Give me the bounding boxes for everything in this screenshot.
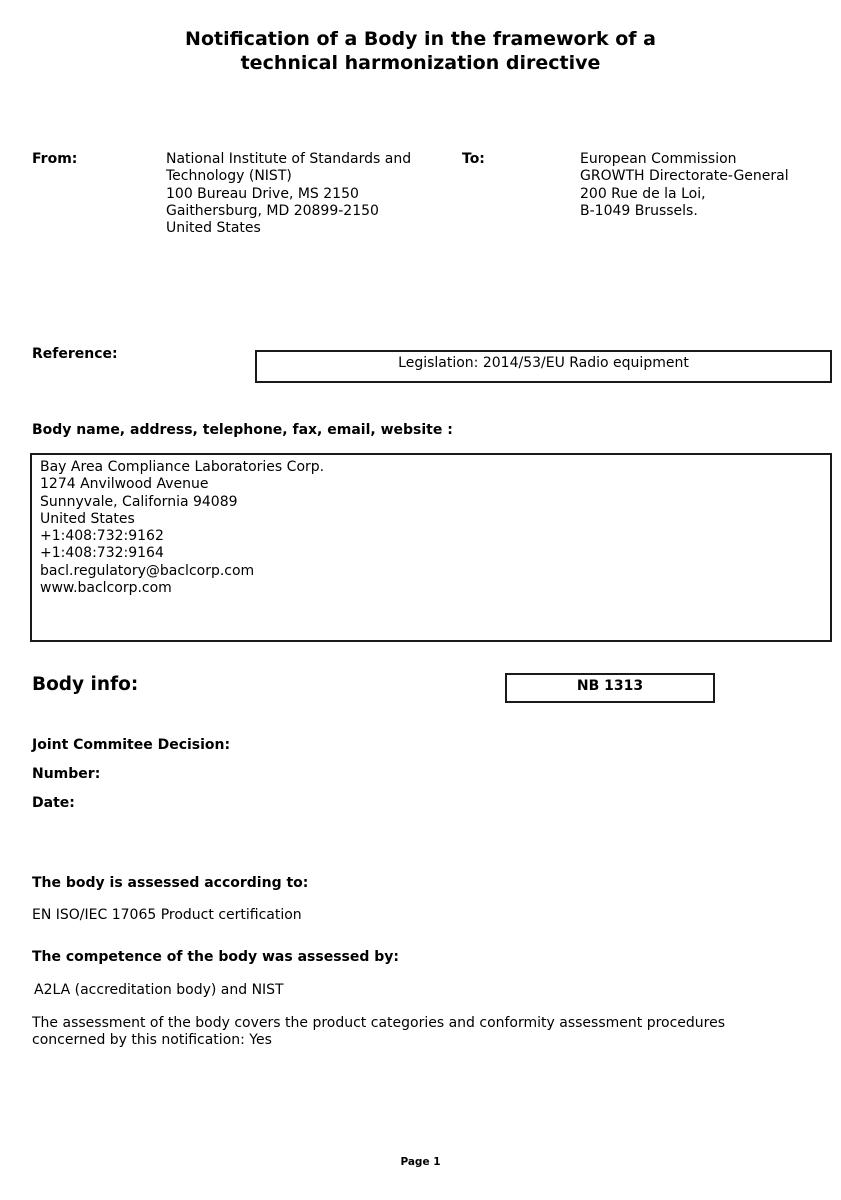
text-line: Bay Area Compliance Laboratories Corp. <box>40 459 325 475</box>
reference-value: Legislation: 2014/53/EU Radio equipment <box>398 355 689 371</box>
text-line: Sunnyvale, California 94089 <box>40 493 238 510</box>
text-line: www.baclcorp.com <box>40 580 172 597</box>
assessed-according-value: EN ISO/IEC 17065 Product certification <box>32 907 302 923</box>
text-line: +1:408:732:9162 <box>40 528 164 545</box>
body-details-box <box>30 453 832 642</box>
to-address <box>580 151 830 220</box>
text-line: National Institute of Standards and <box>166 151 412 167</box>
text-line: Technology (NIST) <box>166 168 292 185</box>
reference-label: Reference: <box>32 346 118 362</box>
competence-heading: The competence of the body was assessed by: <box>32 949 400 965</box>
page-title-line2: technical harmonization directive <box>240 52 601 74</box>
decision-date-label: Date: <box>32 795 75 811</box>
text-line: United States <box>40 510 135 527</box>
from-label: From: <box>32 151 78 167</box>
coverage-statement: The assessment of the body covers the product categories and conformity assessment procedures concerned by this notification: Yes <box>32 1015 726 1049</box>
body-details-heading: Body name, address, telephone, fax, email, website : <box>32 422 453 438</box>
text-line: bacl.regulatory@baclcorp.com <box>40 562 255 579</box>
text-line: B-1049 Brussels. <box>580 202 698 219</box>
page-number: Page 1 <box>400 1156 441 1168</box>
reference-value-box <box>255 350 832 383</box>
text-line: +1:408:732:9164 <box>40 545 164 562</box>
joint-committee-decision-label: Joint Commitee Decision: <box>32 737 231 753</box>
notified-body-number-box <box>505 673 715 703</box>
text-line: 200 Rue de la Loi, <box>580 185 706 202</box>
competence-value: A2LA (accreditation body) and NIST <box>34 982 284 998</box>
page-title-line1: Notification of a Body in the framework of a <box>185 28 656 50</box>
notified-body-number: NB 1313 <box>576 678 644 694</box>
text-line: 100 Bureau Drive, MS 2150 <box>166 185 359 202</box>
assessed-according-heading: The body is assessed according to: <box>32 875 309 891</box>
text-line: United States <box>166 220 261 237</box>
page-title <box>0 27 841 75</box>
to-label: To: <box>462 151 485 167</box>
body-info-label: Body info: <box>32 674 139 695</box>
text-line: Gaithersburg, MD 20899-2150 <box>166 202 379 219</box>
text-line: GROWTH Directorate-General <box>580 168 789 185</box>
decision-number-label: Number: <box>32 766 101 782</box>
text-line: 1274 Anvilwood Avenue <box>40 476 209 493</box>
text-line: European Commission <box>580 151 737 167</box>
from-address <box>166 151 446 237</box>
